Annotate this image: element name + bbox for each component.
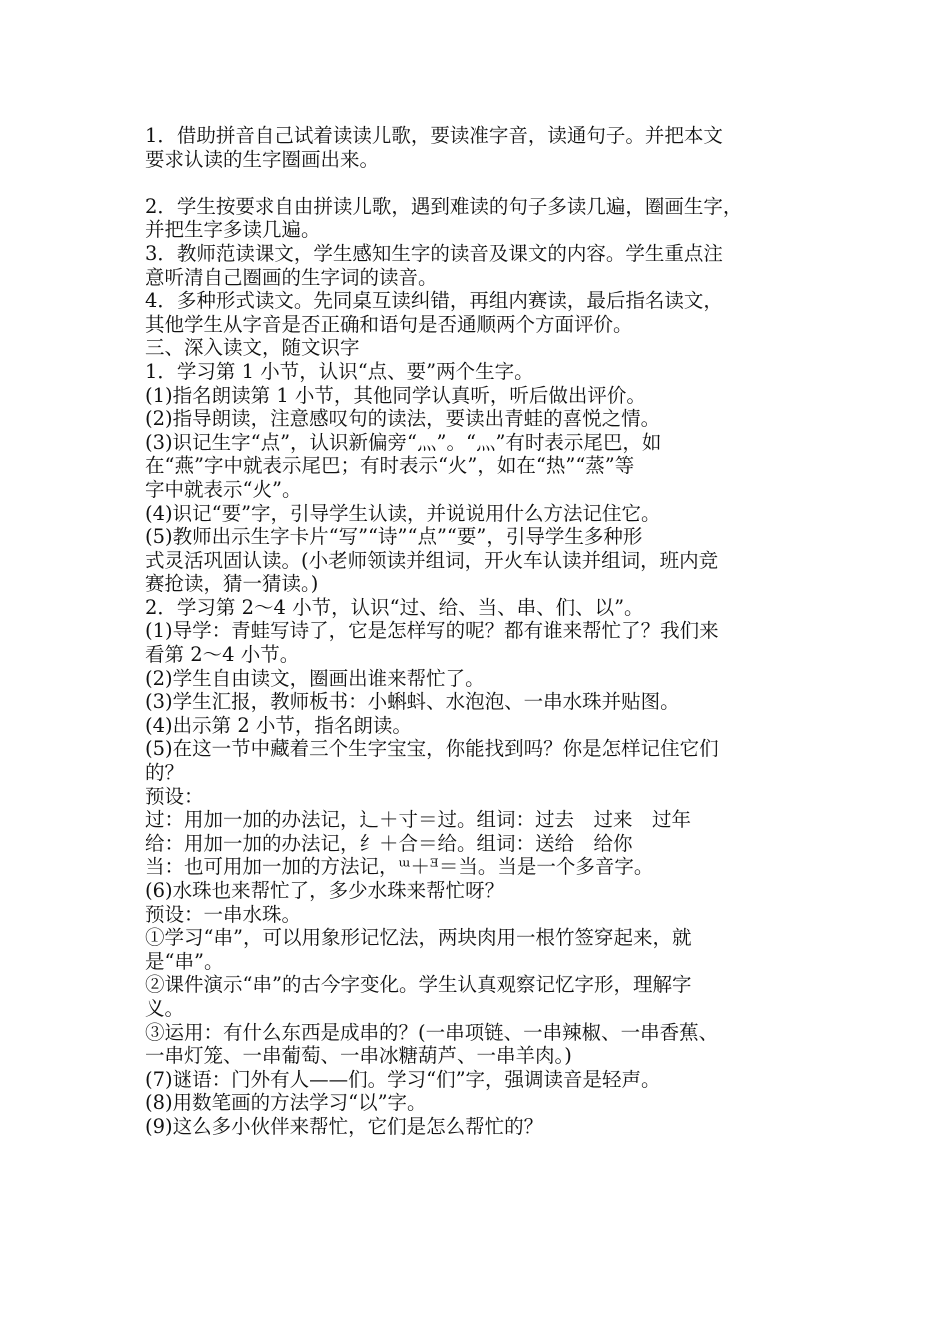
text-line: 看第 2～4 小节。	[145, 643, 300, 667]
text-line: 一串灯笼、一串葡萄、一串冰糖葫芦、一串羊肉。)	[145, 1044, 572, 1068]
text-line: 三、深入读文，随文识字	[145, 336, 360, 360]
text-line: ①学习“串”，可以用象形记忆法，两块肉用一根竹签穿起来，就	[145, 926, 692, 950]
text-line: 预设：	[145, 784, 204, 808]
text-line: 当：也可用加一加的方法记，ᵚ＋ᴲ＝当。当是一个多音字。	[145, 855, 654, 879]
text-line: 在“燕”字中就表示尾巴；有时表示“火”，如在“热”“蒸”等	[145, 454, 635, 478]
text-line: 2．学生按要求自由拼读儿歌，遇到难读的句子多读几遍，圈画生字，	[145, 194, 743, 218]
text-line: ③运用：有什么东西是成串的？(一串项链、一串辣椒、一串香蕉、	[145, 1020, 719, 1044]
text-line: (4)出示第 2 小节，指名朗读。	[145, 713, 412, 737]
text-line: (1)导学：青蛙写诗了，它是怎样写的呢？都有谁来帮忙了？我们来	[145, 619, 719, 643]
text-line: 并把生字多读几遍。	[145, 218, 321, 242]
text-line: ②课件演示“串”的古今字变化。学生认真观察记忆字形，理解字	[145, 973, 692, 997]
text-line: (2)学生自由读文，圈画出谁来帮忙了。	[145, 666, 485, 690]
text-line: 1．学习第 1 小节，认识“点、要”两个生字。	[145, 359, 534, 383]
text-line: 义。	[145, 996, 185, 1020]
text-line: 预设：一串水珠。	[145, 902, 302, 926]
text-line: 4．多种形式读文。先同桌互读纠错，再组内赛读，最后指名读文，	[145, 289, 723, 313]
text-line: 赛抢读，猜一猜读。)	[145, 572, 319, 596]
text-line: 其他学生从字音是否正确和语句是否通顺两个方面评价。	[145, 312, 633, 336]
text-line: 的？	[145, 761, 185, 785]
text-line: (9)这么多小伙伴来帮忙，它们是怎么帮忙的？	[145, 1114, 544, 1138]
lesson-plan-text	[145, 124, 825, 1139]
text-line: 要求认读的生字圈画出来。	[145, 147, 380, 171]
text-line: (5)教师出示生字卡片“写”“诗”“点”“要”，引导学生多种形	[145, 525, 643, 549]
text-line: (5)在这一节中藏着三个生字宝宝，你能找到吗？你是怎样记住它们	[145, 737, 719, 761]
text-line: (1)指名朗读第 1 小节，其他同学认真听，听后做出评价。	[145, 383, 646, 407]
text-line: (3)识记生字“点”，认识新偏旁“灬”。“灬”有时表示尾巴，如	[145, 430, 662, 454]
text-line: 是“串”。	[145, 949, 224, 973]
text-line: 2．学习第 2～4 小节，认识“过、给、当、串、们、以”。	[145, 595, 644, 619]
text-line: (4)识记“要”字，引导学生认读，并说说用什么方法记住它。	[145, 501, 661, 525]
text-line: (7)谜语：门外有人——们。学习“们”字，强调读音是轻声。	[145, 1067, 661, 1091]
text-line: 字中就表示“火”。	[145, 477, 302, 501]
text-line: 过：用加一加的办法记，辶＋寸＝过。组词：过去 过来 过年	[145, 808, 692, 832]
text-line: (2)指导朗读，注意感叹句的读法，要读出青蛙的喜悦之情。	[145, 407, 661, 431]
text-line: (3)学生汇报，教师板书：小蝌蚪、水泡泡、一串水珠并贴图。	[145, 690, 680, 714]
text-line: 1．借助拼音自己试着读读儿歌，要读准字音，读通句子。并把本文	[145, 124, 723, 147]
text-line: 给：用加一加的办法记，纟＋合＝给。组词：送给 给你	[145, 831, 633, 855]
text-line: 式灵活巩固认读。(小老师领读并组词，开火车认读并组词，班内竞	[145, 548, 719, 572]
blank-line	[145, 171, 825, 195]
text-line: 3．教师范读课文，学生感知生字的读音及课文的内容。学生重点注	[145, 241, 723, 265]
text-line: 意听清自己圈画的生字词的读音。	[145, 265, 438, 289]
text-line: (6)水珠也来帮忙了，多少水珠来帮忙呀？	[145, 879, 505, 902]
text-line: (8)用数笔画的方法学习“以”字。	[145, 1091, 427, 1115]
